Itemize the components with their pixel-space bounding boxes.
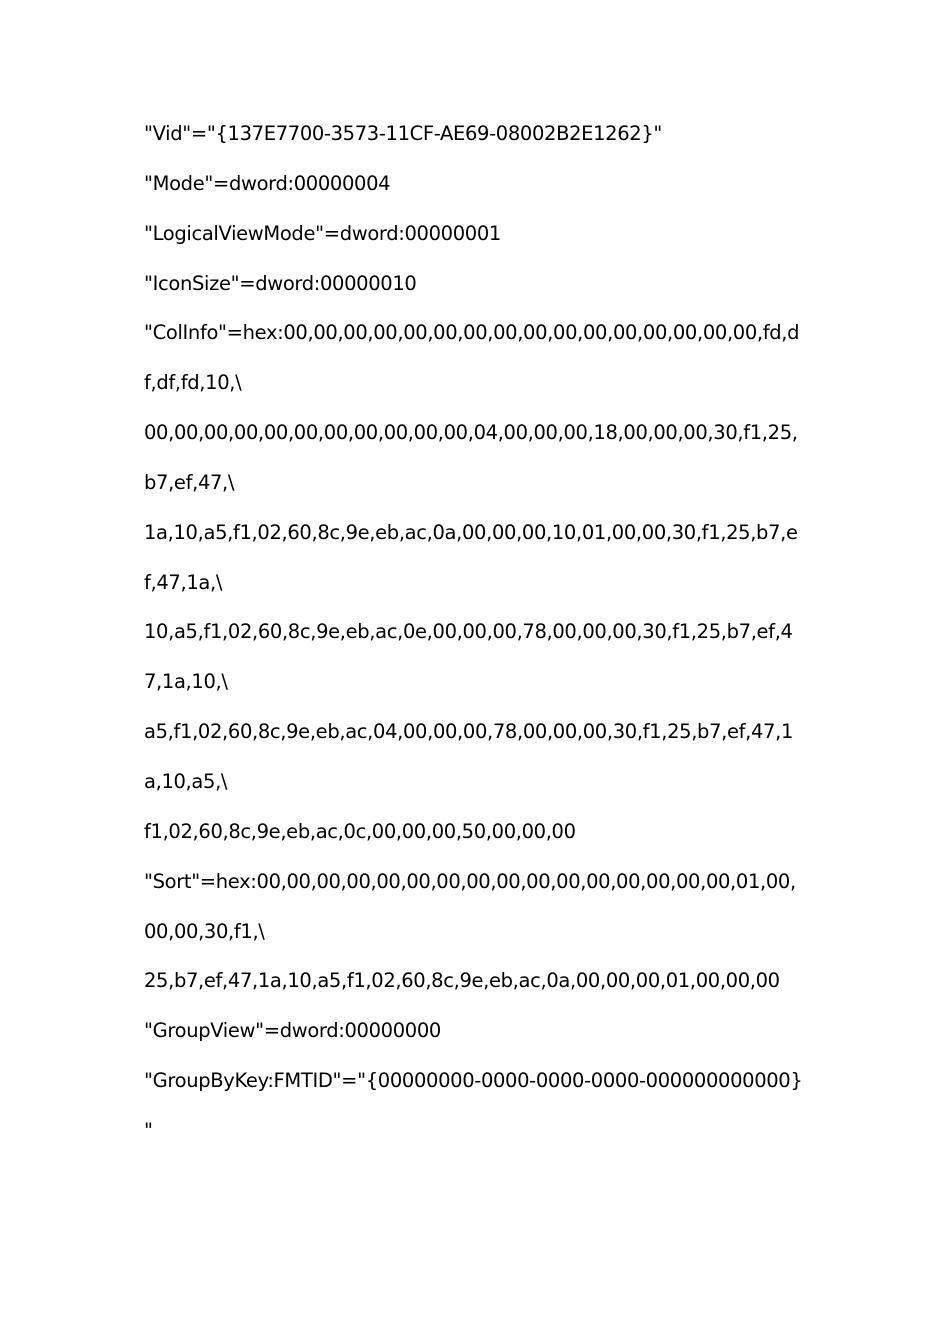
text-line: "ColInfo"=hex:00,00,00,00,00,00,00,00,00,00,00,00,00,00,00,00,fd,d [144,321,800,345]
text-line: "IconSize"=dword:00000010 [144,271,417,295]
text-line: "LogicalViewMode"=dword:00000001 [144,221,501,245]
text-line: a5,f1,02,60,8c,9e,eb,ac,04,00,00,00,78,00,00,00,30,f1,25,b7,ef,47,1 [144,720,794,744]
text-line: 10,a5,f1,02,60,8c,9e,eb,ac,0e,00,00,00,78,00,00,00,30,f1,25,b7,ef,4 [144,620,793,644]
text-line: 25,b7,ef,47,1a,10,a5,f1,02,60,8c,9e,eb,ac,0a,00,00,00,01,00,00,00 [144,969,780,993]
registry-text-block [144,116,814,1163]
text-line: f1,02,60,8c,9e,eb,ac,0c,00,00,00,50,00,00,00 [144,819,576,843]
text-line: "GroupView"=dword:00000000 [144,1019,441,1043]
text-line: a,10,a5,\ [144,769,228,793]
text-line: 7,1a,10,\ [144,670,228,694]
text-line: " [144,1118,153,1142]
text-line: 1a,10,a5,f1,02,60,8c,9e,eb,ac,0a,00,00,00,10,01,00,00,30,f1,25,b7,e [144,520,798,544]
text-line: f,47,1a,\ [144,570,223,594]
text-line: "Sort"=hex:00,00,00,00,00,00,00,00,00,00,00,00,00,00,00,00,01,00, [144,869,796,893]
text-line: "Mode"=dword:00000004 [144,171,391,195]
text-line: b7,ef,47,\ [144,470,235,494]
text-line: "Vid"="{137E7700-3573-11CF-AE69-08002B2E1262}" [144,122,663,145]
text-line: "GroupByKey:FMTID"="{00000000-0000-0000-0000-000000000000} [144,1069,803,1093]
text-line: 00,00,30,f1,\ [144,919,265,943]
text-line: 00,00,00,00,00,00,00,00,00,00,00,04,00,00,00,18,00,00,00,30,f1,25, [144,421,798,445]
text-line: f,df,fd,10,\ [144,371,242,395]
